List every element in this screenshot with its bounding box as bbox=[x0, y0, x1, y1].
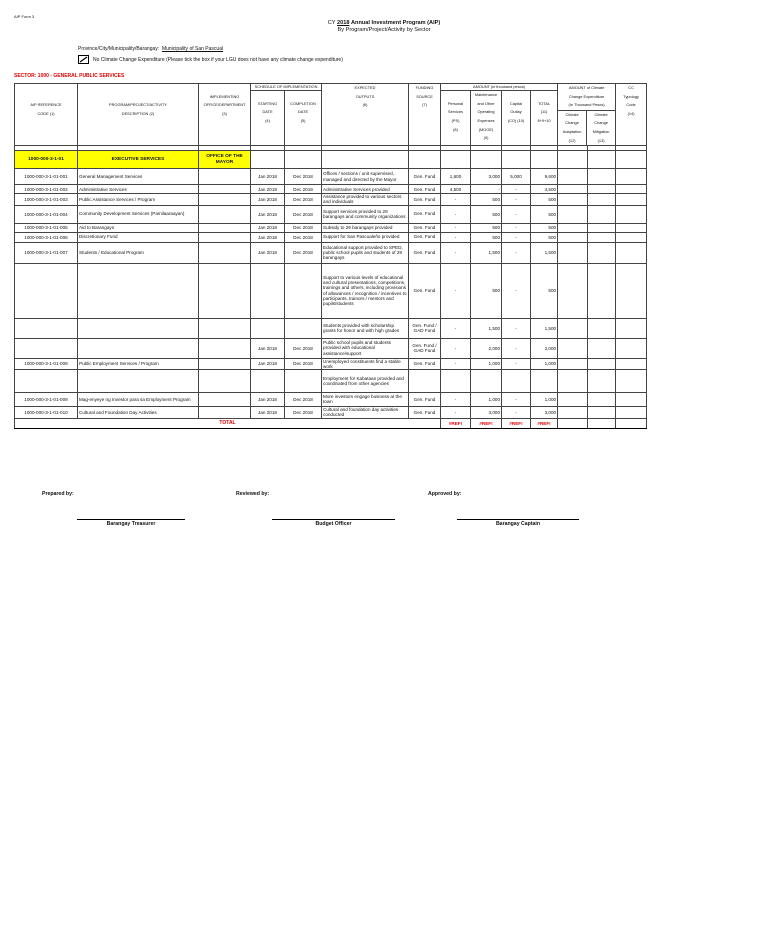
header-amount: AMOUNT (in thousand pesos) bbox=[441, 84, 558, 91]
ps-cell: - bbox=[441, 205, 471, 223]
program-cell: Public Employment Services / Program bbox=[78, 358, 199, 369]
empty-cell bbox=[199, 263, 251, 318]
header-start: STARTING DATE (4) bbox=[251, 91, 285, 146]
empty-cell bbox=[616, 318, 647, 338]
outputs-cell: Support to various levels of educational and cultural presentations, competitions, trainings and others, including provisions of allowances / recognition / incentives to participants, trainors / mentors and pupils/students bbox=[322, 263, 409, 318]
total-cell bbox=[531, 369, 558, 392]
empty-cell bbox=[199, 223, 251, 232]
table-row bbox=[15, 406, 647, 418]
start-cell: Jan 2018 bbox=[251, 169, 285, 185]
end-cell: Dec 2018 bbox=[285, 194, 322, 205]
total-total: #REF! bbox=[531, 418, 558, 428]
empty-cell bbox=[558, 169, 588, 185]
mooe-cell: 500 bbox=[471, 223, 502, 232]
title-main: Annual Investment Program (AIP) bbox=[351, 20, 441, 26]
program-cell: Aid to Barangays bbox=[78, 223, 199, 232]
empty-cell bbox=[558, 358, 588, 369]
approved-by-label: Approved by: bbox=[428, 491, 462, 497]
empty-cell bbox=[199, 406, 251, 418]
title-subtitle: By Program/Project/Activity by Sector bbox=[337, 27, 431, 33]
mooe-cell: 3,000 bbox=[471, 169, 502, 185]
mooe-cell: 500 bbox=[471, 263, 502, 318]
table-row bbox=[15, 338, 647, 358]
empty-cell bbox=[199, 205, 251, 223]
fund-cell: Gen. Fund bbox=[409, 205, 441, 223]
start-cell bbox=[251, 263, 285, 318]
co-cell: - bbox=[502, 232, 531, 242]
end-cell: Dec 2019 bbox=[285, 185, 322, 194]
ps-cell: - bbox=[441, 338, 471, 358]
start-cell: Jan 2018 bbox=[251, 406, 285, 418]
table-row bbox=[15, 185, 647, 194]
ps-cell: - bbox=[441, 358, 471, 369]
program-cell: Public Assistance Services / Program bbox=[78, 194, 199, 205]
fund-cell: Gen. Fund bbox=[409, 194, 441, 205]
header-total: TOTAL (11) 8+9+10 bbox=[531, 91, 558, 146]
empty-cell bbox=[588, 205, 616, 223]
empty-cell bbox=[588, 194, 616, 205]
empty-cell bbox=[588, 369, 616, 392]
co-cell: - bbox=[502, 338, 531, 358]
table-row bbox=[15, 205, 647, 223]
group-row bbox=[15, 151, 647, 169]
aip-table bbox=[14, 83, 647, 429]
empty-cell bbox=[616, 232, 647, 242]
table-row bbox=[15, 358, 647, 369]
empty-cell bbox=[588, 392, 616, 406]
empty-cell bbox=[588, 338, 616, 358]
outputs-cell: Employment for Kabataan provided and coordinated from other agencies bbox=[322, 369, 409, 392]
ps-cell: - bbox=[441, 242, 471, 263]
fund-cell: Gen. Fund bbox=[409, 232, 441, 242]
table-row bbox=[15, 223, 647, 232]
header-completion: COMPLETION DATE (5) bbox=[285, 91, 322, 146]
ps-cell: - bbox=[441, 194, 471, 205]
header-outputs: EXPECTED OUTPUTS (6) bbox=[322, 84, 409, 146]
empty-cell bbox=[616, 338, 647, 358]
outputs-cell: Subsidy to 29 barangays provided bbox=[322, 223, 409, 232]
empty-cell bbox=[616, 223, 647, 232]
ps-cell: - bbox=[441, 223, 471, 232]
ref-cell: 1000-000-3-1-01-003 bbox=[15, 194, 78, 205]
approved-title: Barangay Captain bbox=[457, 519, 579, 527]
title-cy: CY bbox=[327, 20, 336, 26]
empty-cell bbox=[588, 358, 616, 369]
header-ps: Personal Services (PS) (8) bbox=[441, 91, 471, 146]
program-cell: Discretionary Fund bbox=[78, 232, 199, 242]
climate-note-text: No Climate Change Expenditure (Please tick the box if your LGU does not have any climate change expenditure) bbox=[93, 56, 343, 63]
total-cell: 1,000 bbox=[531, 392, 558, 406]
reviewed-title: Budget Officer bbox=[272, 519, 395, 527]
outputs-cell: Students provided with scholarship grants for honor and with high grades bbox=[322, 318, 409, 338]
document-title bbox=[0, 20, 768, 34]
outputs-cell: Cultural and foundation day activities conducted bbox=[322, 406, 409, 418]
co-cell: - bbox=[502, 223, 531, 232]
empty-cell bbox=[616, 263, 647, 318]
start-cell: Jan 2018 bbox=[251, 392, 285, 406]
fund-cell: Gen. Fund bbox=[409, 263, 441, 318]
end-cell: Dec 2018 bbox=[285, 169, 322, 185]
empty-cell bbox=[588, 318, 616, 338]
start-cell bbox=[251, 318, 285, 338]
mooe-cell: 500 bbox=[471, 194, 502, 205]
total-cell: 500 bbox=[531, 223, 558, 232]
ps-cell: - bbox=[441, 406, 471, 418]
empty-cell bbox=[588, 232, 616, 242]
co-cell: - bbox=[502, 318, 531, 338]
start-cell: Jan 2018 bbox=[251, 194, 285, 205]
empty-cell bbox=[199, 194, 251, 205]
empty-cell bbox=[558, 406, 588, 418]
empty-cell bbox=[616, 205, 647, 223]
empty-cell bbox=[616, 242, 647, 263]
empty-cell bbox=[616, 194, 647, 205]
outputs-cell: Public school pupils and students provided with educational assistance/support bbox=[322, 338, 409, 358]
outputs-cell: Support services provided to 29 barangays and community organizations bbox=[322, 205, 409, 223]
province-line bbox=[78, 46, 223, 52]
end-cell: Dec 2018 bbox=[285, 358, 322, 369]
ref-cell bbox=[15, 369, 78, 392]
program-cell bbox=[78, 369, 199, 392]
table-row bbox=[15, 169, 647, 185]
empty-cell bbox=[616, 392, 647, 406]
start-cell: Jan 2018 bbox=[251, 242, 285, 263]
empty-cell bbox=[588, 185, 616, 194]
prepared-by-label: Prepared by: bbox=[42, 491, 74, 497]
header-typology: CC Typology Code (14) bbox=[616, 84, 647, 146]
co-cell: - bbox=[502, 242, 531, 263]
empty-cell bbox=[558, 194, 588, 205]
ps-cell: 4,500 bbox=[441, 185, 471, 194]
header-funding: FUNDING SOURCE (7) bbox=[409, 84, 441, 146]
empty-cell bbox=[616, 369, 647, 392]
empty-cell bbox=[558, 392, 588, 406]
ps-cell: - bbox=[441, 392, 471, 406]
empty-cell bbox=[558, 205, 588, 223]
total-co: #REF! bbox=[502, 418, 531, 428]
empty-cell bbox=[558, 338, 588, 358]
fund-cell: Gen. Fund bbox=[409, 185, 441, 194]
table-row bbox=[15, 318, 647, 338]
ref-cell: 1000-000-3-1-01-004 bbox=[15, 205, 78, 223]
header-mooe: Maintenance and Other Operating Expenses (MOOE) (9) bbox=[471, 91, 502, 146]
mooe-cell: 3,000 bbox=[471, 406, 502, 418]
total-ps: #REF! bbox=[441, 418, 471, 428]
start-cell: Jan 2019 bbox=[251, 185, 285, 194]
ref-cell: 1000-000-3-1-01-010 bbox=[15, 406, 78, 418]
co-cell: - bbox=[502, 358, 531, 369]
program-cell: Mag-enyeye ng Investor para sa Employment Program bbox=[78, 392, 199, 406]
fund-cell: Gen. Fund bbox=[409, 358, 441, 369]
outputs-cell: Support for San Pascualeño provided bbox=[322, 232, 409, 242]
table-row bbox=[15, 369, 647, 392]
program-cell: Cultural and Foundation Day Activities bbox=[78, 406, 199, 418]
header-ref: AIP REFERENCE CODE (1) bbox=[15, 84, 78, 146]
total-cell: 500 bbox=[531, 205, 558, 223]
prepared-title: Barangay Treasurer bbox=[77, 519, 185, 527]
end-cell: Dec 2018 bbox=[285, 406, 322, 418]
ref-cell bbox=[15, 318, 78, 338]
table-row bbox=[15, 232, 647, 242]
co-cell: - bbox=[502, 185, 531, 194]
empty-cell bbox=[616, 358, 647, 369]
total-label: TOTAL bbox=[15, 418, 441, 428]
empty-cell bbox=[588, 263, 616, 318]
empty-cell bbox=[558, 242, 588, 263]
header-office: IMPLEMENTING OFFICE/DEPARTMENT (3) bbox=[199, 84, 251, 146]
title-year: 2018 bbox=[337, 20, 350, 26]
empty-cell bbox=[558, 369, 588, 392]
total-cell: 1,500 bbox=[531, 318, 558, 338]
ref-cell: 1000-000-3-1-01-002 bbox=[15, 185, 78, 194]
header-mitigation: Climate Change Mitigation (13) bbox=[592, 111, 610, 143]
province-value: Municipality of San Pascual bbox=[161, 46, 224, 52]
co-cell: - bbox=[502, 392, 531, 406]
province-label: Province/City/Municipality/Barangay: bbox=[78, 46, 160, 52]
ref-cell: 1000-000-3-1-01-001 bbox=[15, 169, 78, 185]
header-adaptation: Climate Change Adaptation (12) bbox=[558, 111, 587, 145]
empty-cell bbox=[588, 242, 616, 263]
end-cell bbox=[285, 318, 322, 338]
program-cell bbox=[78, 318, 199, 338]
empty-cell bbox=[616, 406, 647, 418]
outputs-cell: Educational support provided to SPED, public school pupils and students of 29 barangays bbox=[322, 242, 409, 263]
table-row bbox=[15, 263, 647, 318]
ref-cell: 1000-000-3-1-01-007 bbox=[15, 242, 78, 263]
empty-cell bbox=[616, 185, 647, 194]
total-cell: 2,000 bbox=[531, 338, 558, 358]
end-cell bbox=[285, 369, 322, 392]
mooe-cell: - bbox=[471, 185, 502, 194]
empty-cell bbox=[199, 185, 251, 194]
table-row bbox=[15, 242, 647, 263]
empty-cell bbox=[199, 232, 251, 242]
fund-cell: Gen. Fund bbox=[409, 169, 441, 185]
empty-cell bbox=[199, 242, 251, 263]
ref-cell: 1000-000-3-1-01-008 bbox=[15, 358, 78, 369]
empty-cell bbox=[199, 369, 251, 392]
empty-cell bbox=[199, 169, 251, 185]
total-mooe: #REF! bbox=[471, 418, 502, 428]
ps-cell: - bbox=[441, 232, 471, 242]
program-cell bbox=[78, 338, 199, 358]
co-cell bbox=[502, 369, 531, 392]
program-cell bbox=[78, 263, 199, 318]
end-cell: Dec 2018 bbox=[285, 205, 322, 223]
empty-cell bbox=[558, 318, 588, 338]
ref-cell bbox=[15, 263, 78, 318]
climate-change-note bbox=[78, 55, 343, 64]
total-cell: 4,500 bbox=[531, 185, 558, 194]
ps-cell bbox=[441, 369, 471, 392]
end-cell bbox=[285, 263, 322, 318]
total-cell: 1,000 bbox=[531, 358, 558, 369]
end-cell: Dec 2018 bbox=[285, 242, 322, 263]
mooe-cell bbox=[471, 369, 502, 392]
program-cell: Community Development Services (Pamilaaraayan) bbox=[78, 205, 199, 223]
end-cell: Dec 2018 bbox=[285, 392, 322, 406]
group-ref: 1000-000-3-1-01 bbox=[15, 151, 78, 169]
empty-cell bbox=[199, 318, 251, 338]
start-cell: Jan 2018 bbox=[251, 338, 285, 358]
empty-cell bbox=[558, 232, 588, 242]
reviewed-by-label: Reviewed by: bbox=[236, 491, 270, 497]
outputs-cell: Offices / sections / unit supervised, managed and directed by the Mayor bbox=[322, 169, 409, 185]
mooe-cell: 500 bbox=[471, 232, 502, 242]
empty-cell bbox=[199, 358, 251, 369]
header-program: PROGRAM/PROJECT/ACTIVITY DESCRIPTION (2) bbox=[78, 84, 199, 146]
table-row bbox=[15, 392, 647, 406]
empty-cell bbox=[588, 223, 616, 232]
program-cell: Administrative Services bbox=[78, 185, 199, 194]
total-cell: 1,500 bbox=[531, 242, 558, 263]
empty-cell bbox=[558, 223, 588, 232]
ps-cell: - bbox=[441, 318, 471, 338]
total-row bbox=[15, 418, 647, 428]
fund-cell: Gen. Fund bbox=[409, 406, 441, 418]
start-cell: Jan 2018 bbox=[251, 358, 285, 369]
empty-cell bbox=[558, 263, 588, 318]
end-cell: Dec 2018 bbox=[285, 232, 322, 242]
total-cell: 500 bbox=[531, 232, 558, 242]
program-cell: Students / Educational Program bbox=[78, 242, 199, 263]
group-program: EXECUTIVE SERVICES bbox=[78, 151, 199, 169]
empty-cell bbox=[199, 392, 251, 406]
table-row bbox=[15, 194, 647, 205]
ref-cell: 1000-000-3-1-01-006 bbox=[15, 232, 78, 242]
mooe-cell: 1,000 bbox=[471, 392, 502, 406]
co-cell: - bbox=[502, 194, 531, 205]
fund-cell: Gen. Fund / GAD Fund bbox=[409, 318, 441, 338]
header-co: Capital Outlay (CO) (10) bbox=[502, 91, 531, 146]
co-cell: - bbox=[502, 263, 531, 318]
ref-cell bbox=[15, 338, 78, 358]
header-schedule: SCHEDULE OF IMPLEMENTATION bbox=[251, 84, 322, 91]
empty-cell bbox=[616, 169, 647, 185]
ref-cell: 1000-000-3-1-01-009 bbox=[15, 392, 78, 406]
ps-cell: 1,600 bbox=[441, 169, 471, 185]
start-cell: Jan 2018 bbox=[251, 232, 285, 242]
empty-cell bbox=[558, 185, 588, 194]
fund-cell: Gen. Fund bbox=[409, 242, 441, 263]
start-cell: Jan 2018 bbox=[251, 223, 285, 232]
start-cell bbox=[251, 369, 285, 392]
total-cell: 500 bbox=[531, 194, 558, 205]
outputs-cell: Administrative Services provided bbox=[322, 185, 409, 194]
fund-cell bbox=[409, 369, 441, 392]
ref-cell: 1000-000-3-1-01-005 bbox=[15, 223, 78, 232]
mooe-cell: 1,500 bbox=[471, 242, 502, 263]
group-office: OFFICE OF THE MAYOR bbox=[199, 151, 251, 169]
co-cell: - bbox=[502, 205, 531, 223]
total-cell: 9,600 bbox=[531, 169, 558, 185]
fund-cell: Gen. Fund bbox=[409, 392, 441, 406]
mooe-cell: 2,000 bbox=[471, 338, 502, 358]
empty-cell bbox=[199, 338, 251, 358]
fund-cell: Gen. Fund / GAD Fund bbox=[409, 338, 441, 358]
outputs-cell: More investors engage business at the town bbox=[322, 392, 409, 406]
empty-cell bbox=[588, 169, 616, 185]
header-climate: AMOUNT of Climate Change Expenditure (In Thousand Pesos) Climate Change Adaptation (12) Climate Change Mitigation (13) bbox=[558, 84, 616, 146]
total-cell: 3,000 bbox=[531, 406, 558, 418]
start-cell: Jan 2018 bbox=[251, 205, 285, 223]
sector-heading: SECTOR: 1000 - GENERAL PUBLIC SERVICES bbox=[14, 73, 125, 79]
co-cell: - bbox=[502, 406, 531, 418]
mooe-cell: 1,000 bbox=[471, 358, 502, 369]
program-cell: General Management Services bbox=[78, 169, 199, 185]
ps-cell: - bbox=[441, 263, 471, 318]
empty-cell bbox=[588, 406, 616, 418]
mooe-cell: 1,500 bbox=[471, 318, 502, 338]
form-label: AIP Form 3 bbox=[14, 14, 35, 19]
outputs-cell: Unemployed constituents find a stable work bbox=[322, 358, 409, 369]
co-cell: 5,000 bbox=[502, 169, 531, 185]
end-cell: Dec 2018 bbox=[285, 223, 322, 232]
outputs-cell: Assistance provided to various sectors and individuals bbox=[322, 194, 409, 205]
climate-checkbox[interactable] bbox=[78, 55, 89, 64]
fund-cell: Gen. Fund bbox=[409, 223, 441, 232]
end-cell: Dec 2018 bbox=[285, 338, 322, 358]
mooe-cell: 500 bbox=[471, 205, 502, 223]
total-cell: 500 bbox=[531, 263, 558, 318]
